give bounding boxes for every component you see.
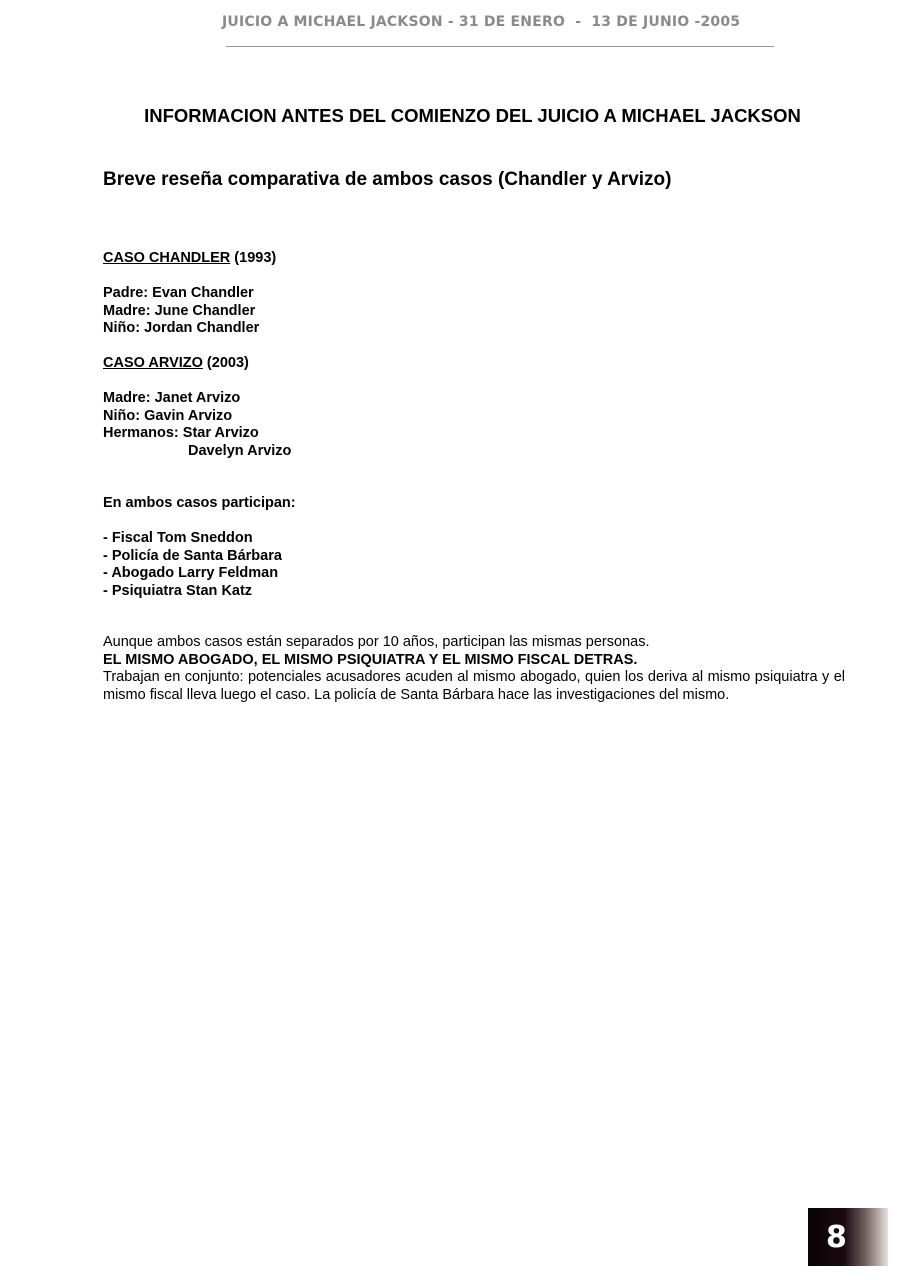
arvizo-heading: CASO ARVIZO xyxy=(103,355,203,371)
page-number: 8 xyxy=(826,1220,847,1255)
paragraph-emphasis: EL MISMO ABOGADO, EL MISMO PSIQUIATRA Y EL MISMO FISCAL DETRAS. xyxy=(103,651,638,668)
caso-chandler xyxy=(103,250,845,460)
chandler-line: Madre: June Chandler xyxy=(103,302,256,319)
chandler-line: Niño: Jordan Chandler xyxy=(103,320,260,336)
chandler-heading: CASO CHANDLER xyxy=(103,250,231,266)
arvizo-year: (2003) xyxy=(202,355,249,371)
arvizo-line: Niño: Gavin Arvizo xyxy=(103,407,233,424)
arvizo-line: Davelyn Arvizo xyxy=(188,442,292,459)
page-number-badge xyxy=(808,1208,888,1266)
page-title: INFORMACION ANTES DEL COMIENZO DEL JUICIO A MICHAEL JACKSON xyxy=(144,105,801,126)
ambos-item: - Fiscal Tom Sneddon xyxy=(103,530,253,546)
subtitle: Breve reseña comparativa de ambos casos (Chandler y Arvizo) xyxy=(103,169,672,190)
paragraph-body: Trabajan en conjunto: potenciales acusadores acuden al mismo abogado, quien los deriva al mismo psiquiatra y el mismo fiscal lleva luego el caso. La policía de Santa Bárbara hace las investigaciones del mismo. xyxy=(103,669,845,703)
running-header: JUICIO A MICHAEL JACKSON - 31 DE ENERO - 13 DE JUNIO -2005 xyxy=(222,14,741,30)
arvizo-line: Hermanos: Star Arvizo xyxy=(103,425,259,441)
summary-paragraph xyxy=(103,634,845,704)
ambos-item: - Psiquiatra Stan Katz xyxy=(103,582,253,599)
ambos-casos xyxy=(103,495,845,600)
header-rule xyxy=(226,46,774,47)
ambos-item: - Abogado Larry Feldman xyxy=(103,565,279,581)
arvizo-line: Madre: Janet Arvizo xyxy=(103,390,241,406)
chandler-line: Padre: Evan Chandler xyxy=(103,285,254,301)
ambos-heading: En ambos casos participan: xyxy=(103,495,296,511)
paragraph-line: Aunque ambos casos están separados por 10 años, participan las mismas personas. xyxy=(103,634,650,650)
ambos-item: - Policía de Santa Bárbara xyxy=(103,547,282,564)
chandler-year: (1993) xyxy=(230,250,277,266)
